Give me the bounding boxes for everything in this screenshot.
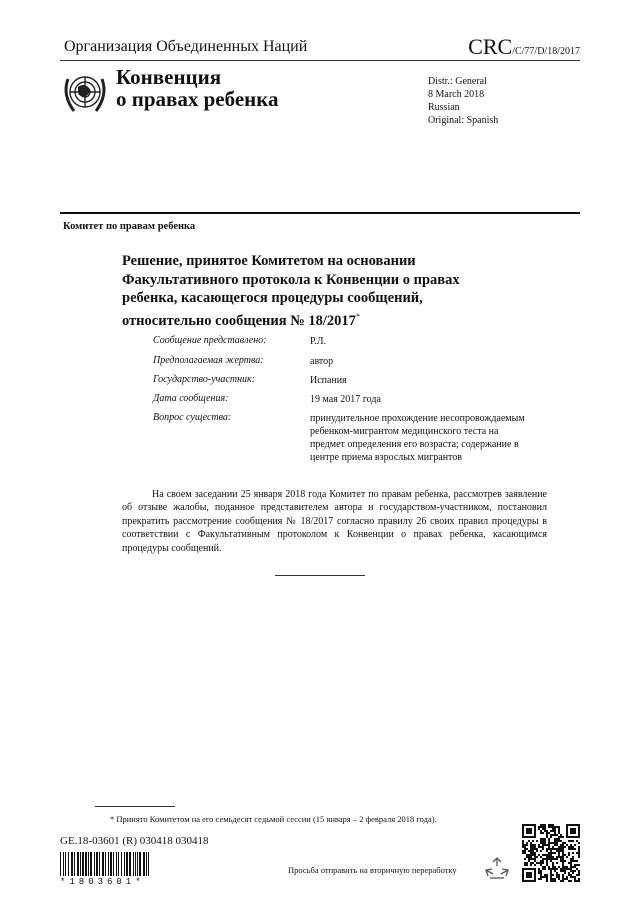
decision-title — [122, 252, 502, 330]
footnote-marker: * — [355, 311, 360, 321]
convention-title-line: Конвенция — [116, 65, 222, 89]
detail-value: Испания — [310, 375, 347, 386]
symbol-rest: /C/77/D/18/2017 — [512, 46, 580, 57]
organization-name: Организация Объединенных Наций — [64, 38, 308, 55]
header-rule — [60, 60, 580, 61]
job-number: GE.18-03601 (R) 030418 030418 — [60, 835, 209, 847]
detail-label: Вопрос существа: — [153, 412, 232, 423]
footnote-rule — [95, 806, 175, 807]
decision-paragraph: На своем заседании 25 января 2018 года Комитет по правам ребенка, рассмотрев заявление об отзыве жалобы, поданное представителем автора и государством-участником, постановил прекратить рассмотрение сообщения № 18/2017 согласно правилу 26 своих правил процедуры в соответствии с Факультативным протоколом к Конвенции о правах ребенка, касающимся процедуры сообщений. — [122, 489, 547, 554]
detail-label: Дата сообщения: — [153, 393, 229, 404]
detail-value: 19 мая 2017 года — [310, 394, 381, 405]
section-rule — [60, 212, 580, 214]
symbol-main: CRC — [468, 34, 513, 59]
end-separator — [275, 575, 365, 576]
recycle-notice: Просьба отправить на вторичную переработку — [288, 865, 457, 875]
detail-value: автор — [310, 356, 334, 367]
distribution-info — [428, 75, 498, 127]
qr-code-icon — [522, 824, 580, 882]
detail-label: Предполагаемая жертва: — [153, 355, 264, 366]
barcode-text: *1803601* — [60, 877, 145, 887]
detail-label: Государство-участник: — [153, 374, 256, 385]
detail-value: принудительное прохождение несопровождаемым ребенком-мигрантом медицинского теста на предмет определения его возраста; содержание в центре приема взрослых мигрантов — [310, 413, 525, 463]
date-line: 8 March 2018 — [428, 89, 485, 100]
convention-title-line: о правах ребенка — [116, 87, 279, 111]
title-text: Решение, принятое Комитетом на основании Факультативного протокола к Конвенции о правах ребенка, касающегося процедуры сообщений, относительно сообщения № 18/2017 — [122, 253, 460, 329]
detail-value: Р.Л. — [310, 336, 327, 347]
recycle-icon — [484, 856, 510, 882]
distribution-line: Distr.: General — [428, 76, 487, 87]
footnote: * Принято Комитетом на его семьдесят седьмой сессии (15 января – 2 февраля 2018 года). — [110, 814, 437, 824]
detail-label: Сообщение представлено: — [153, 335, 267, 346]
original-language-line: Original: Spanish — [428, 115, 499, 126]
barcode-icon — [60, 852, 152, 876]
document-symbol — [468, 34, 580, 60]
language-line: Russian — [428, 102, 460, 113]
convention-title — [116, 66, 279, 110]
committee-name: Комитет по правам ребенка — [63, 221, 196, 232]
un-emblem-icon — [60, 67, 110, 117]
